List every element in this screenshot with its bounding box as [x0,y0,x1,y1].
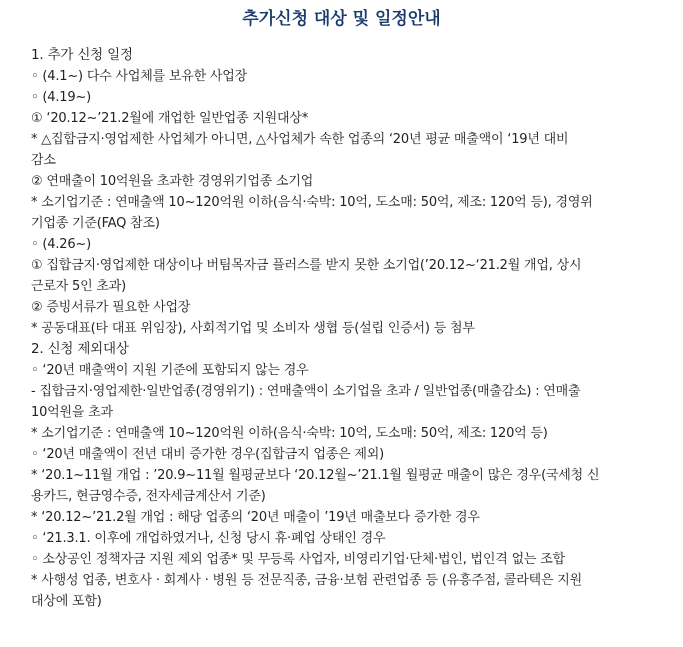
apr26-criterion-1-cont: 근로자 5인 초과) [31,279,126,294]
exclusion-increase-note-1: * ‘20.1~11월 개업 : ’20.9∼11월 월평균보다 ‘20.12월~’21.1월 월평균 매출이 많은 경우(국세청 신 [31,468,600,483]
exclusion-industries-note-cont: 대상에 포함) [31,594,102,609]
apr26-criterion-2-note: * 공동대표(타 대표 위임장), 사회적기업 및 소비자 생협 등(설립 인증서) 등 첨부 [31,321,475,336]
apr19-criterion-2: ② 연매출이 10억원을 초과한 경영위기업종 소기업 [31,174,314,189]
exclusion-increase-note-1-cont: 용카드, 현금영수증, 전자세금계산서 기준) [31,489,266,504]
schedule-item-apr1: ◦ (4.1~) 다수 사업체를 보유한 사업장 [31,69,247,84]
exclusion-sales-note: * 소기업기준 : 연매출액 10~120억원 이하(음식·숙박: 10억, 도소매: 50억, 제조: 120억 등) [31,426,548,441]
page-title: 추가신청 대상 및 일정안내 [242,9,441,29]
exclusion-item-sales-increase: ◦ ‘20년 매출액이 전년 대비 증가한 경우(집합금지 업종은 제외) [31,447,384,462]
section-heading-exclusions: 2. 신청 제외대상 [31,341,129,357]
exclusion-sales-detail: - 집합금지·영업제한·일반업종(경영위기) : 연매출액이 소기업을 초과 / 일반업종(매출감소) : 연매출 [31,384,581,399]
section-heading-schedule: 1. 추가 신청 일정 [31,47,133,63]
apr19-criterion-1-note: * △집합금지·영업제한 사업체가 아니면, △사업체가 속한 업종의 ‘20년 평균 매출액이 ‘19년 대비 [31,132,569,147]
exclusion-sales-detail-cont: 10억원을 초과 [31,405,113,420]
apr19-criterion-1-note-cont: 감소 [31,153,56,168]
exclusion-item-sales-criteria: ◦ ‘20년 매출액이 지원 기준에 포함되지 않는 경우 [31,363,309,378]
apr19-criterion-2-note-cont: 기업종 기준(FAQ 참조) [31,216,160,231]
apr19-criterion-2-note: * 소기업기준 : 연매출액 10~120억원 이하(음식·숙박: 10억, 도소매: 50억, 제조: 120억 등), 경영위 [31,195,593,210]
exclusion-increase-note-2: * ‘20.12~’21.2월 개업 : 해당 업종의 ‘20년 매출이 ’19년 매출보다 증가한 경우 [31,510,480,525]
notice-body [31,45,661,612]
exclusion-industries-note: * 사행성 업종, 변호사 · 회계사 · 병원 등 전문직종, 금융·보험 관련업종 등 (유흥주점, 콜라텍은 지원 [31,573,582,588]
exclusion-item-late-opening: ◦ ‘21.3.1. 이후에 개업하였거나, 신청 당시 휴·폐업 상태인 경우 [31,531,386,546]
apr19-criterion-1: ① ‘20.12~’21.2월에 개업한 일반업종 지원대상* [31,111,309,126]
schedule-item-apr26: ◦ (4.26~) [31,237,91,252]
schedule-item-apr19: ◦ (4.19~) [31,90,91,105]
apr26-criterion-2: ② 증빙서류가 필요한 사업장 [31,300,191,315]
apr26-criterion-1: ① 집합금지·영업제한 대상이나 버팀목자금 플러스를 받지 못한 소기업(’20.12~‘21.2월 개업, 상시 [31,258,582,273]
exclusion-item-excluded-industries: ◦ 소상공인 정책자금 지원 제외 업종* 및 무등록 사업자, 비영리기업·단체·법인, 법인격 없는 조합 [31,552,565,567]
